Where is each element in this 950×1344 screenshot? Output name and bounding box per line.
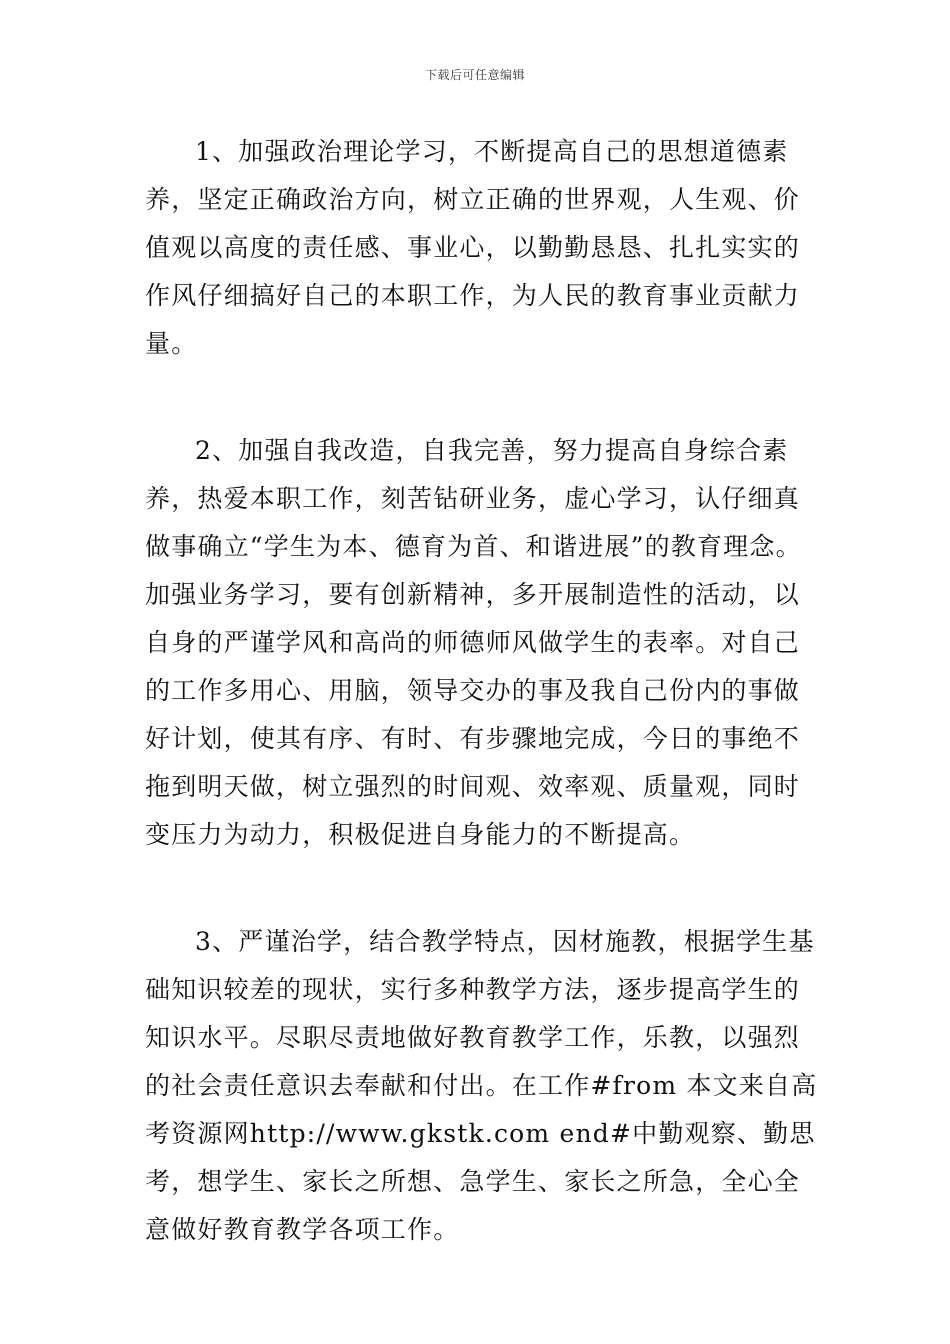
paragraph-1: 1、加强政治理论学习，不断提高自己的思想道德素养，坚定正确政治方向，树立正确的世界观，人生观、价值观以高度的责任感、事业心，以勤勤恳恳、扎扎实实的作风仔细搞好自己的本职工作，为人民的教育事业贡献力量。: [145, 137, 801, 358]
paragraph-3: 3、严谨治学，结合教学特点，因材施教，根据学生基础知识较差的现状，实行多种教学方法，逐步提高学生的知识水平。尽职尽责地做好教育教学工作，乐教，以强烈的社会责任意识去奉献和付出。在工作#from 本文来自高考资源网http://www.gkstk.com end#中勤观察、勤思考，想学生、家长之所想、急学生、家长之所急，全心全意做好教育教学各项工作。: [145, 927, 818, 1244]
paragraph-2: 2、加强自我改造，自我完善，努力提高自身综合素养，热爱本职工作，刻苦钻研业务，虚心学习，认仔细真做事确立“学生为本、德育为首、和谐进展”的教育理念。加强业务学习，要有创新精神，多开展制造性的活动，以自身的严谨学风和高尚的师德师风做学生的表率。对自己的工作多用心、用脑，领导交办的事及我自己份内的事做好计划，使其有序、有时、有步骤地完成，今日的事绝不拖到明天做，树立强烈的时间观、效率观、质量观，同时变压力为动力，积极促进自身能力的不断提高。: [145, 436, 802, 849]
document-body: [145, 128, 825, 1254]
page-header-note: 下载后可任意编辑: [424, 68, 525, 82]
